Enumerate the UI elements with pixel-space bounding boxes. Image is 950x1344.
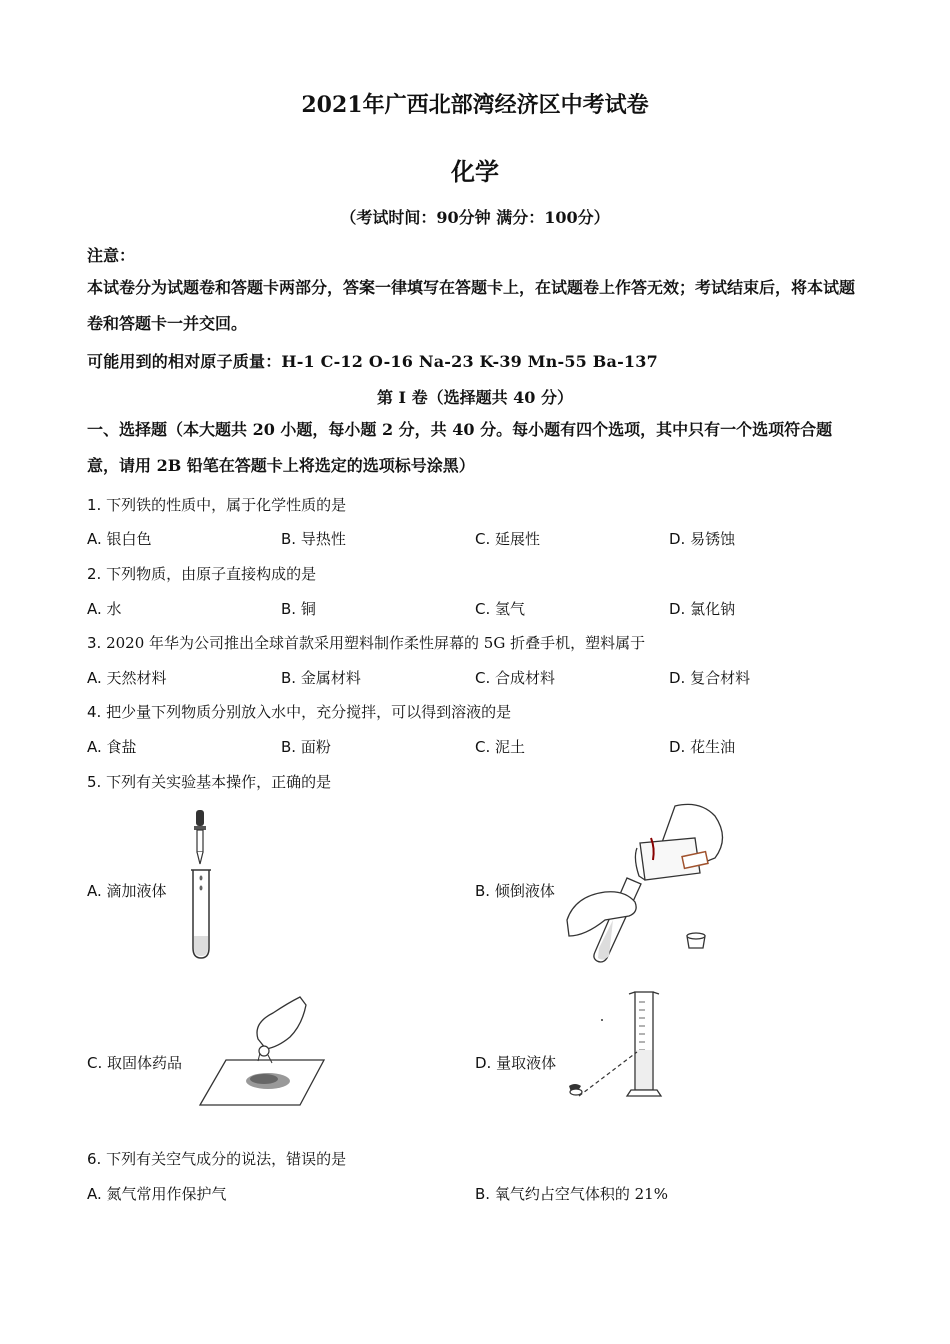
question-number: 6.	[87, 1150, 102, 1168]
option-3b[interactable]: B. 金属材料	[281, 669, 361, 687]
exam-info: （考试时间：90分钟 满分：100分）	[340, 208, 610, 227]
question-stem: 下列物质，由原子直接构成的是	[106, 565, 317, 583]
option-5c[interactable]: C. 取固体药品	[87, 1054, 183, 1072]
option-4c[interactable]: C. 泥土	[475, 738, 526, 756]
question-6	[87, 1148, 346, 1169]
question-stem: 下列有关实验基本操作，正确的是	[106, 773, 332, 791]
exam-title: 2021年广西北部湾经济区中考试卷	[301, 92, 649, 118]
option-2a[interactable]: A. 水	[87, 600, 122, 618]
pouring-liquid-illustration	[565, 798, 740, 968]
option-1b[interactable]: B. 导热性	[281, 530, 346, 548]
option-1d[interactable]: D. 易锈蚀	[669, 530, 736, 548]
option-3c[interactable]: C. 合成材料	[475, 669, 556, 687]
option-4a[interactable]: A. 食盐	[87, 738, 137, 756]
measuring-cylinder-illustration	[565, 990, 670, 1105]
notice-text: 本试卷分为试题卷和答题卡两部分，答案一律填写在答题卡上，在试题卷上作答无效；考试结束后，将本试题卷和答题卡一并交回。	[87, 278, 856, 333]
question-5	[87, 771, 331, 792]
dropper-test-tube-illustration	[185, 808, 225, 963]
option-5d[interactable]: D. 量取液体	[475, 1054, 557, 1072]
question-number: 4.	[87, 703, 102, 721]
question-number: 2.	[87, 565, 102, 583]
question-4	[87, 701, 511, 722]
section-instructions: 一、选择题（本大题共 20 小题，每小题 2 分，共 40 分。每小题有四个选项，其中只有一个选项符合题意，请用 2B 铅笔在答题卡上将选定的选项标号涂黑）	[87, 420, 833, 475]
question-2	[87, 563, 316, 584]
option-2b[interactable]: B. 铜	[281, 600, 316, 618]
question-3	[87, 632, 645, 653]
question-stem: 下列有关空气成分的说法，错误的是	[106, 1150, 347, 1168]
question-stem: 下列铁的性质中，属于化学性质的是	[106, 496, 347, 514]
option-4b[interactable]: B. 面粉	[281, 738, 331, 756]
question-stem: 把少量下列物质分别放入水中，充分搅拌，可以得到溶液的是	[106, 703, 512, 721]
question-1	[87, 494, 346, 515]
question-stem: 2020 年华为公司推出全球首款采用塑料制作柔性屏幕的 5G 折叠手机，塑料属于	[106, 634, 646, 652]
option-6b[interactable]: B. 氧气约占空气体积的 21%	[475, 1185, 668, 1203]
notice-label: 注意：	[87, 246, 136, 265]
option-3d[interactable]: D. 复合材料	[669, 669, 751, 687]
subject-title: 化学	[451, 157, 499, 186]
option-5b[interactable]: B. 倾倒液体	[475, 882, 555, 900]
option-3a[interactable]: A. 天然材料	[87, 669, 167, 687]
option-4d[interactable]: D. 花生油	[669, 738, 736, 756]
solid-reagent-illustration	[198, 995, 326, 1110]
question-number: 5.	[87, 773, 102, 791]
option-2d[interactable]: D. 氯化钠	[669, 600, 736, 618]
option-1c[interactable]: C. 延展性	[475, 530, 541, 548]
atomic-masses: 可能用到的相对原子质量：H-1 C-12 O-16 Na-23 K-39 Mn-55 Ba-137	[87, 352, 658, 371]
part-title: 第 I 卷（选择题共 40 分）	[376, 388, 574, 407]
option-6a[interactable]: A. 氮气常用作保护气	[87, 1185, 227, 1203]
option-5a[interactable]: A. 滴加液体	[87, 882, 167, 900]
option-1a[interactable]: A. 银白色	[87, 530, 152, 548]
question-number: 1.	[87, 496, 102, 514]
question-number: 3.	[87, 634, 102, 652]
option-2c[interactable]: C. 氢气	[475, 600, 526, 618]
